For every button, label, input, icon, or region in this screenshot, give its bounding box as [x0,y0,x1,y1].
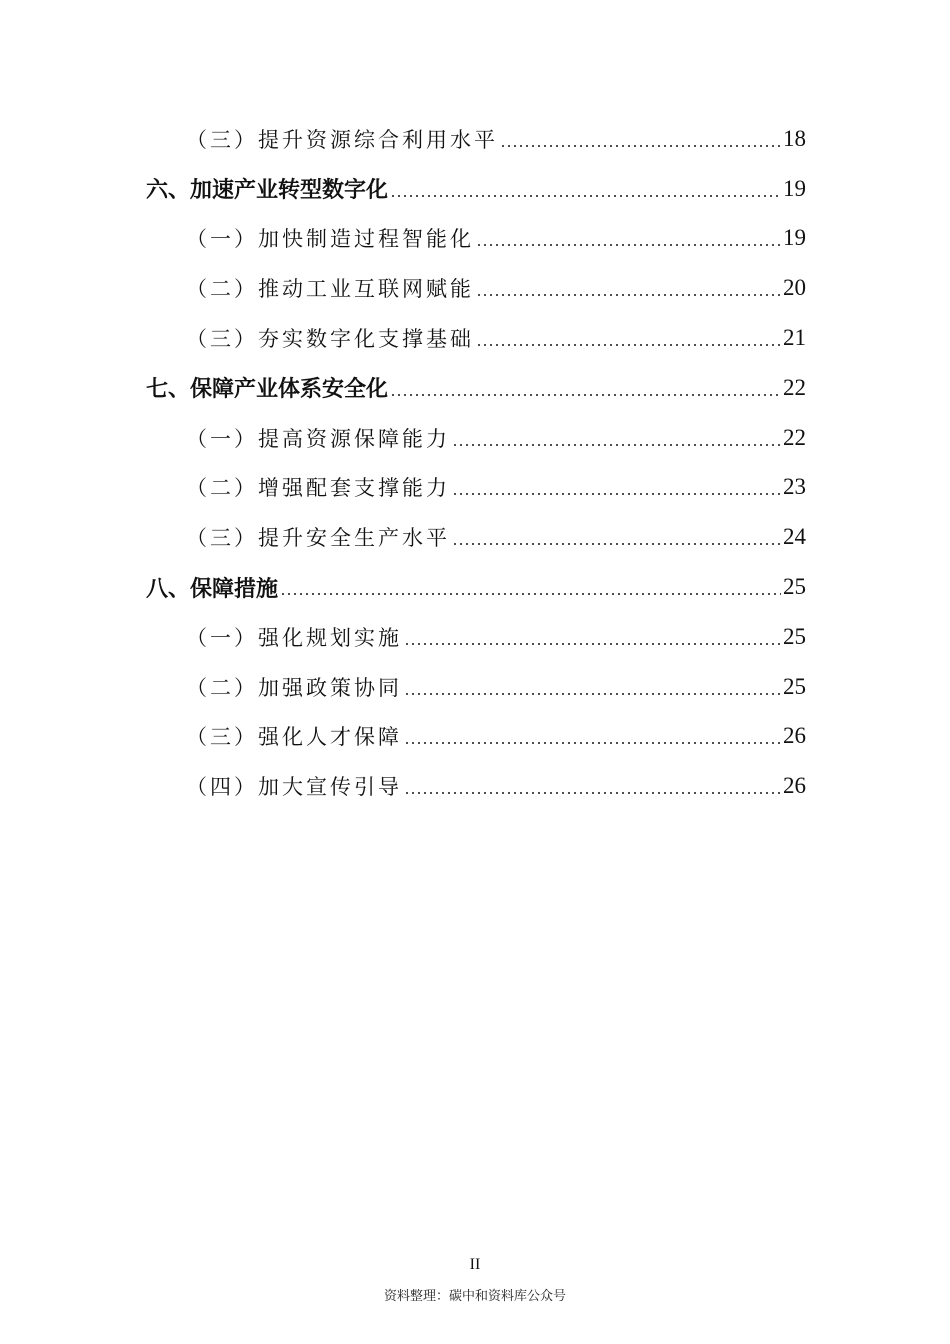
toc-entry[interactable] [186,313,806,363]
toc-entry-page: 20 [783,275,806,301]
toc-entry-title: （三）提升资源综合利用水平 [186,127,498,152]
toc-entry-title: 七、保障产业体系安全化 [146,377,389,403]
toc-entry[interactable] [186,463,806,513]
toc-entry-page: 21 [783,325,806,351]
toc-leader-dots [452,443,781,447]
toc-entry-title: （三）夯实数字化支撑基础 [186,327,474,352]
toc-entry-page: 23 [783,474,806,500]
toc-leader-dots [476,343,781,347]
toc-entry-page: 26 [783,773,806,799]
source-note: 资料整理：碳中和资料库公众号 [383,1289,566,1304]
toc-entry-title: （一）强化规划实施 [186,625,402,650]
toc-entry[interactable] [186,712,806,762]
toc-leader-dots [404,692,781,696]
toc-entry-page: 22 [783,424,806,450]
toc-entry-page: 24 [783,524,806,550]
toc-entry[interactable] [186,512,806,562]
toc-leader-dots [390,194,781,198]
table-of-contents [0,114,950,811]
toc-entry[interactable] [146,562,806,612]
toc-entry[interactable] [186,114,806,164]
toc-leader-dots [476,293,781,297]
toc-entry[interactable] [186,413,806,463]
toc-entry-page: 25 [783,574,806,600]
toc-entry-title: （一）提高资源保障能力 [186,426,450,451]
toc-entry-title: （三）强化人才保障 [186,725,402,750]
toc-entry[interactable] [186,214,806,264]
toc-entry-page: 26 [783,723,806,749]
toc-leader-dots [404,642,781,646]
toc-entry[interactable] [186,612,806,662]
toc-entry-page: 19 [783,225,806,251]
toc-entry-title: （一）加快制造过程智能化 [186,227,474,252]
toc-entry-title: （二）加强政策协同 [186,675,402,700]
toc-leader-dots [390,393,781,397]
toc-leader-dots [280,592,781,596]
toc-entry-page: 25 [783,673,806,699]
toc-entry[interactable] [186,761,806,811]
toc-entry-title: （四）加大宣传引导 [186,775,402,800]
toc-entry-title: （二）增强配套支撑能力 [186,476,450,501]
page-number: II [469,1256,481,1273]
toc-entry[interactable] [146,363,806,413]
toc-entry[interactable] [186,662,806,712]
toc-leader-dots [452,542,781,546]
toc-leader-dots [500,144,781,148]
toc-entry-page: 18 [783,125,806,151]
toc-entry-title: （三）提升安全生产水平 [186,526,450,551]
toc-entry-page: 25 [783,623,806,649]
toc-entry[interactable] [146,164,806,214]
toc-leader-dots [404,741,781,745]
toc-entry[interactable] [186,263,806,313]
toc-leader-dots [476,243,781,247]
toc-entry-title: 六、加速产业转型数字化 [146,178,389,204]
toc-leader-dots [404,791,781,795]
toc-leader-dots [452,492,781,496]
toc-entry-page: 22 [783,374,806,400]
toc-entry-title: （二）推动工业互联网赋能 [186,277,474,302]
toc-entry-title: 八、保障措施 [146,576,279,602]
toc-entry-page: 19 [783,175,806,201]
